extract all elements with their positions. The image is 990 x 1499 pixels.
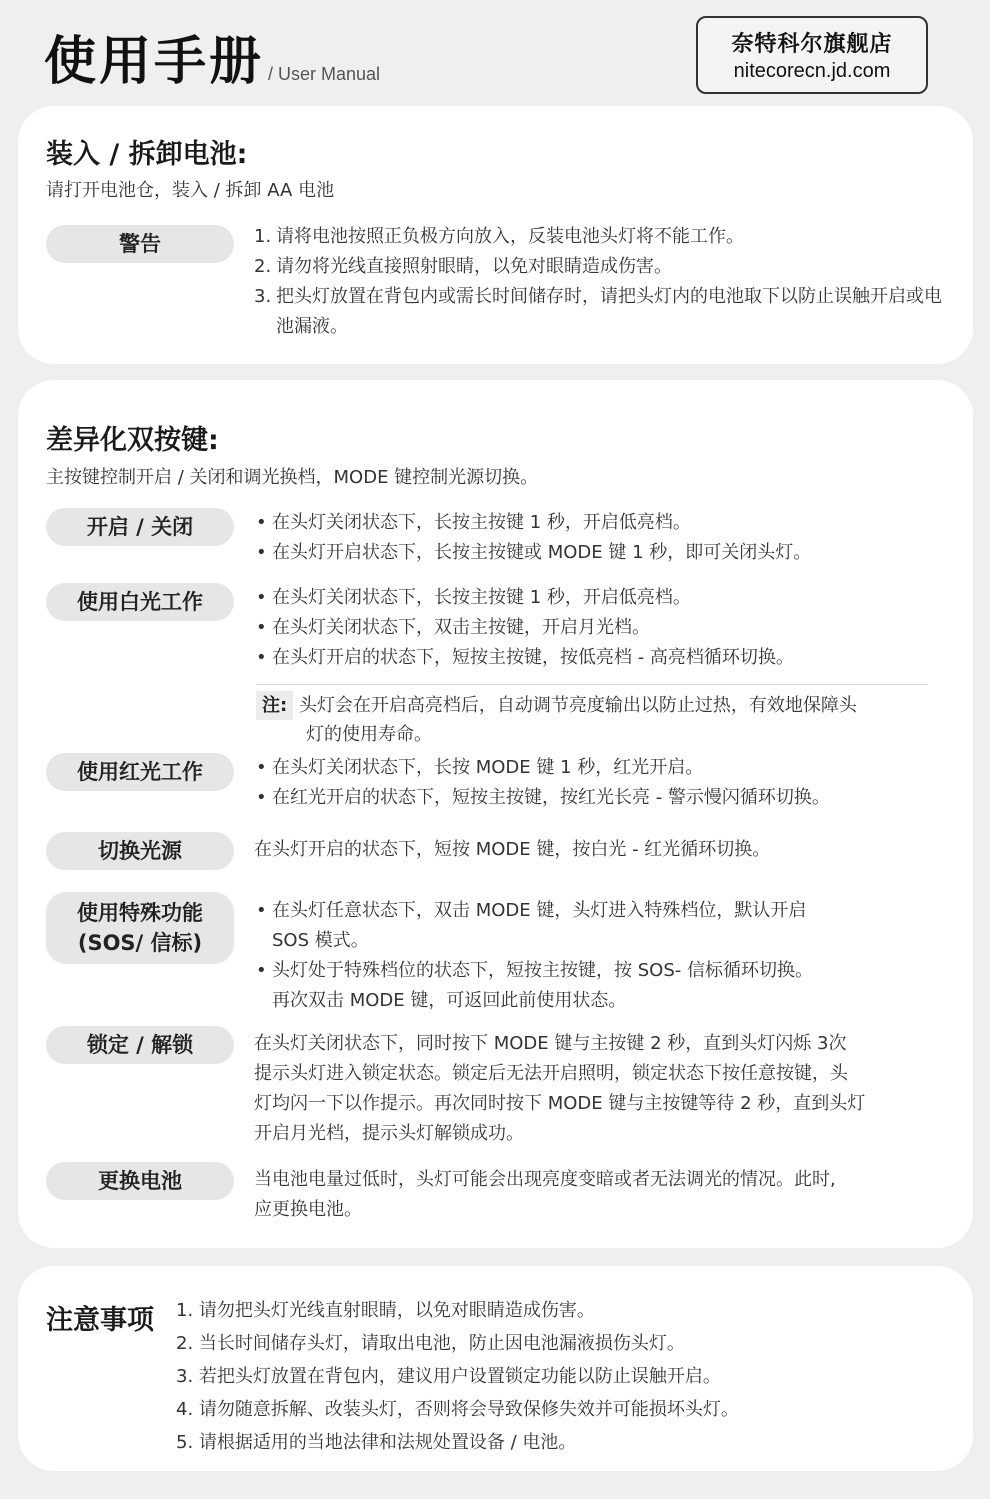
list-item: • 在红光开启的状态下，短按主按键，按红光长亮 - 警示慢闪循环切换。	[254, 783, 944, 813]
page-header	[0, 0, 990, 104]
note-tag: 注:	[256, 691, 293, 720]
store-url: nitecorecn.jd.com	[733, 60, 891, 82]
special-function-list	[254, 896, 944, 1016]
list-item-cont: 再次双击 MODE 键，可返回此前使用状态。	[272, 990, 627, 1011]
note-text: 头灯会在开启高亮档后，自动调节亮度输出以防止过热，有效地保障头	[298, 695, 857, 716]
list-item: 5. 请根据适用的当地法律和法规处置设备 / 电池。	[176, 1432, 577, 1453]
white-light-list	[254, 583, 944, 673]
onoff-list	[254, 508, 944, 568]
list-item: • 在头灯任意状态下，双击 MODE 键，头灯进入特殊档位，默认开启	[254, 896, 944, 926]
list-item: 2. 当长时间储存头灯，请取出电池，防止因电池漏液损伤头灯。	[176, 1333, 685, 1354]
battery-lead: 请打开电池仓，装入 / 拆卸 AA 电池	[46, 180, 335, 201]
list-item: 4. 请勿随意拆解、改装头灯，否则将会导致保修失效并可能损坏头灯。	[176, 1399, 739, 1420]
lock-label: 锁定 / 解锁	[46, 1026, 234, 1064]
page-subtitle: / User Manual	[268, 64, 381, 84]
switch-source-label: 切换光源	[46, 832, 234, 870]
special-function-label: 使用特殊功能 (SOS/ 信标)	[46, 892, 234, 964]
warning-item: 2. 请勿将光线直接照射眼睛，以免对眼睛造成伤害。	[254, 256, 672, 277]
replace-battery-text: 当电池电量过低时，头灯可能会出现亮度变暗或者无法调光的情况。此时, 应更换电池。	[254, 1169, 836, 1220]
red-light-label: 使用红光工作	[46, 753, 234, 791]
warning-item: 3. 把头灯放置在背包内或需长时间储存时，请把头灯内的电池取下以防止误触开启或电池漏液。	[254, 286, 942, 337]
list-item: • 在头灯关闭状态下，双击主按键，开启月光档。	[254, 613, 944, 643]
list-item: • 在头灯关闭状态下，长按 MODE 键 1 秒，红光开启。	[254, 753, 944, 783]
list-item: • 在头灯关闭状态下，长按主按键 1 秒，开启低亮档。	[254, 508, 944, 538]
battery-section	[18, 106, 973, 364]
store-name: 奈特科尔旗舰店	[731, 32, 893, 57]
warning-item: 1. 请将电池按照正负极方向放入，反装电池头灯将不能工作。	[254, 226, 744, 247]
overheat-note	[256, 684, 928, 749]
note-text-cont: 灯的使用寿命。	[306, 724, 432, 745]
store-badge	[696, 16, 928, 94]
list-item: 3. 若把头灯放置在背包内，建议用户设置锁定功能以防止误触开启。	[176, 1366, 721, 1387]
warning-list	[254, 222, 954, 342]
cautions-heading: 注意事项	[46, 1305, 154, 1336]
list-item: • 在头灯关闭状态下，长按主按键 1 秒，开启低亮档。	[254, 583, 944, 613]
list-item-cont: SOS 模式。	[272, 930, 369, 951]
white-light-label: 使用白光工作	[46, 583, 234, 621]
buttons-heading: 差异化双按键:	[46, 425, 219, 456]
buttons-section	[18, 380, 973, 1248]
warning-label: 警告	[46, 225, 234, 263]
page-title: 使用手册	[44, 32, 265, 92]
buttons-lead: 主按键控制开启 / 关闭和调光换档，MODE 键控制光源切换。	[46, 467, 539, 488]
cautions-list	[176, 1294, 739, 1459]
list-item: • 在头灯开启状态下，长按主按键或 MODE 键 1 秒，即可关闭头灯。	[254, 538, 944, 568]
cautions-section	[18, 1266, 973, 1471]
battery-heading: 装入 / 拆卸电池:	[46, 139, 248, 170]
list-item: 1. 请勿把头灯光线直射眼睛，以免对眼睛造成伤害。	[176, 1300, 595, 1321]
switch-source-text: 在头灯开启的状态下，短按 MODE 键，按白光 - 红光循环切换。	[254, 839, 771, 860]
lock-text: 在头灯关闭状态下，同时按下 MODE 键与主按键 2 秒，直到头灯闪烁 3次 提示头灯进入锁定状态。锁定后无法开启照明，锁定状态下按任意按键，头 灯均闪一下以作提示。再次同时按下 MODE 键与主按键等待 2 秒，直到头灯 开启月光档，提示头灯解锁成功。	[254, 1033, 866, 1144]
list-item: • 头灯处于特殊档位的状态下，短按主按键，按 SOS- 信标循环切换。	[254, 956, 944, 986]
replace-battery-label: 更换电池	[46, 1162, 234, 1200]
list-item: • 在头灯开启的状态下，短按主按键，按低亮档 - 高亮档循环切换。	[254, 643, 944, 673]
red-light-list	[254, 753, 944, 813]
onoff-label: 开启 / 关闭	[46, 508, 234, 546]
